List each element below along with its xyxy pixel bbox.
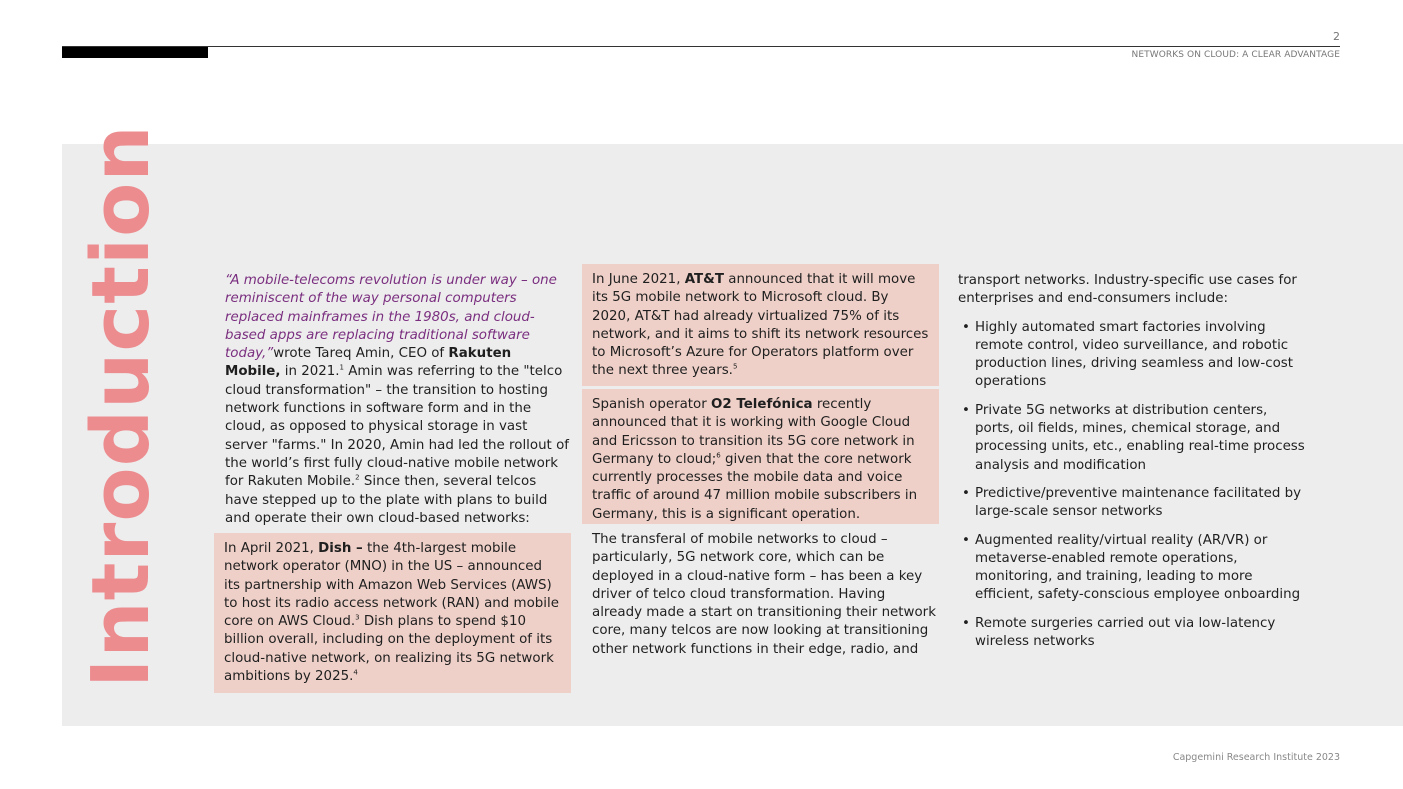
- intro-text-b: in 2021.: [280, 364, 340, 380]
- list-item-text: Highly automated smart factories involving remote control, video surveillance, and robotic production lines, driving seamless and low-cost operations: [975, 319, 1293, 390]
- o2-highlight-box: [582, 389, 939, 524]
- list-item-text: Predictive/preventive maintenance facilitated by large-scale sensor networks: [975, 485, 1302, 520]
- list-item-text: Remote surgeries carried out via low-latency wireless networks: [975, 615, 1276, 650]
- o2-text-a: Spanish operator: [592, 397, 711, 412]
- o2-text-c: given that the core network currently processes the mobile data and voice traffic of around 47 million mobile subscribers in Germany, this is a significant operation.: [592, 451, 918, 522]
- section-title: Introduction: [75, 124, 167, 688]
- company-rakuten: Rakuten Mobile,: [225, 346, 512, 380]
- dish-text-b: the 4th-largest mobile network operator (MNO) in the US – announced its partnership with Amazon Web Services (AWS) to host its radio access network (RAN) and mobile core on AWS Cloud.: [224, 541, 559, 630]
- intro-paragraph: [225, 272, 571, 528]
- company-att: AT&T: [684, 272, 724, 287]
- bullet-icon: •: [962, 485, 970, 501]
- intro-text-d: Since then, several telcos have stepped up to the plate with plans to build and operate their own cloud-based networks:: [225, 474, 548, 526]
- header-black-bar: [62, 46, 208, 58]
- bullet-icon: •: [962, 402, 970, 418]
- list-item: [958, 485, 1308, 522]
- header-rule: [62, 46, 1340, 47]
- use-cases-section: [958, 272, 1308, 661]
- intro-quote: “A mobile-telecoms revolution is under way – one reminiscent of the way personal computers replaced mainframes in the 1980s, and cloud-based apps are replacing traditional software today,”: [225, 273, 557, 362]
- list-item: [958, 532, 1308, 605]
- bullet-icon: •: [962, 532, 970, 548]
- column2-paragraph: The transferal of mobile networks to cloud – particularly, 5G network core, which can be deployed in a cloud-native form – has been a key driver of telco cloud transformation. Having already made a start on transitioning their network core, many telcos are now looking at transitioning other network functions in their edge, radio, and: [592, 532, 936, 657]
- att-highlight-box: [582, 264, 939, 386]
- footnote-ref: 2: [355, 473, 360, 482]
- dish-highlight-box: [214, 533, 571, 693]
- use-cases-list: [958, 319, 1308, 652]
- intro-text-c: Amin was referring to the "telco cloud transformation" – the transition to hosting network functions in software form and in the cloud, as opposed to physical storage in vast server "farms." In 2020, Amin had led the rollout of the world’s first fully cloud-native mobile network for Rakuten Mobile.: [225, 364, 569, 490]
- att-text-b: announced that it will move its 5G mobile network to Microsoft cloud. By 2020, AT&T had already virtualized 75% of its network, and it aims to shift its network resources to Microsoft’s Azure for Operators platform over the next three years.: [592, 272, 929, 379]
- footer-credit: Capgemini Research Institute 2023: [1172, 752, 1340, 763]
- list-item-text: Private 5G networks at distribution centers, ports, oil fields, mines, chemical storage, and processing units, etc., enabling real-time process analysis and modification: [975, 402, 1305, 473]
- dish-text-a: In April 2021,: [224, 541, 319, 556]
- footnote-ref: 4: [353, 668, 358, 677]
- intro-text-a: wrote Tareq Amin, CEO of: [273, 346, 449, 362]
- footnote-ref: 5: [732, 363, 738, 372]
- footnote-ref: 1: [339, 364, 344, 373]
- company-dish: Dish –: [318, 541, 363, 556]
- footnote-ref: 3: [355, 613, 360, 622]
- page-number: 2: [1333, 30, 1340, 43]
- list-item: [958, 402, 1308, 475]
- o2-text-b: recently announced that it is working with Google Cloud and Ericsson to transition its 5G core network in Germany to cloud;: [592, 397, 915, 467]
- bullet-icon: •: [962, 319, 970, 335]
- footnote-ref: 6: [716, 451, 721, 460]
- running-header: NETWORKS ON CLOUD: A CLEAR ADVANTAGE: [1131, 50, 1340, 60]
- att-text-a: In June 2021,: [592, 272, 685, 287]
- use-cases-intro: transport networks. Industry-specific use cases for enterprises and end-consumers include:: [958, 273, 1297, 307]
- list-item-text: Augmented reality/virtual reality (AR/VR) or metaverse-enabled remote operations, monitoring, and training, leading to more efficient, safety-conscious employee onboarding: [975, 532, 1301, 603]
- dish-text-c: Dish plans to spend $10 billion overall, including on the deployment of its cloud-native network, on realizing its 5G network ambitions by 2025.: [224, 614, 554, 685]
- company-o2: O2 Telefónica: [710, 397, 813, 412]
- list-item: [958, 615, 1308, 652]
- bullet-icon: •: [962, 615, 970, 631]
- list-item: [958, 319, 1308, 392]
